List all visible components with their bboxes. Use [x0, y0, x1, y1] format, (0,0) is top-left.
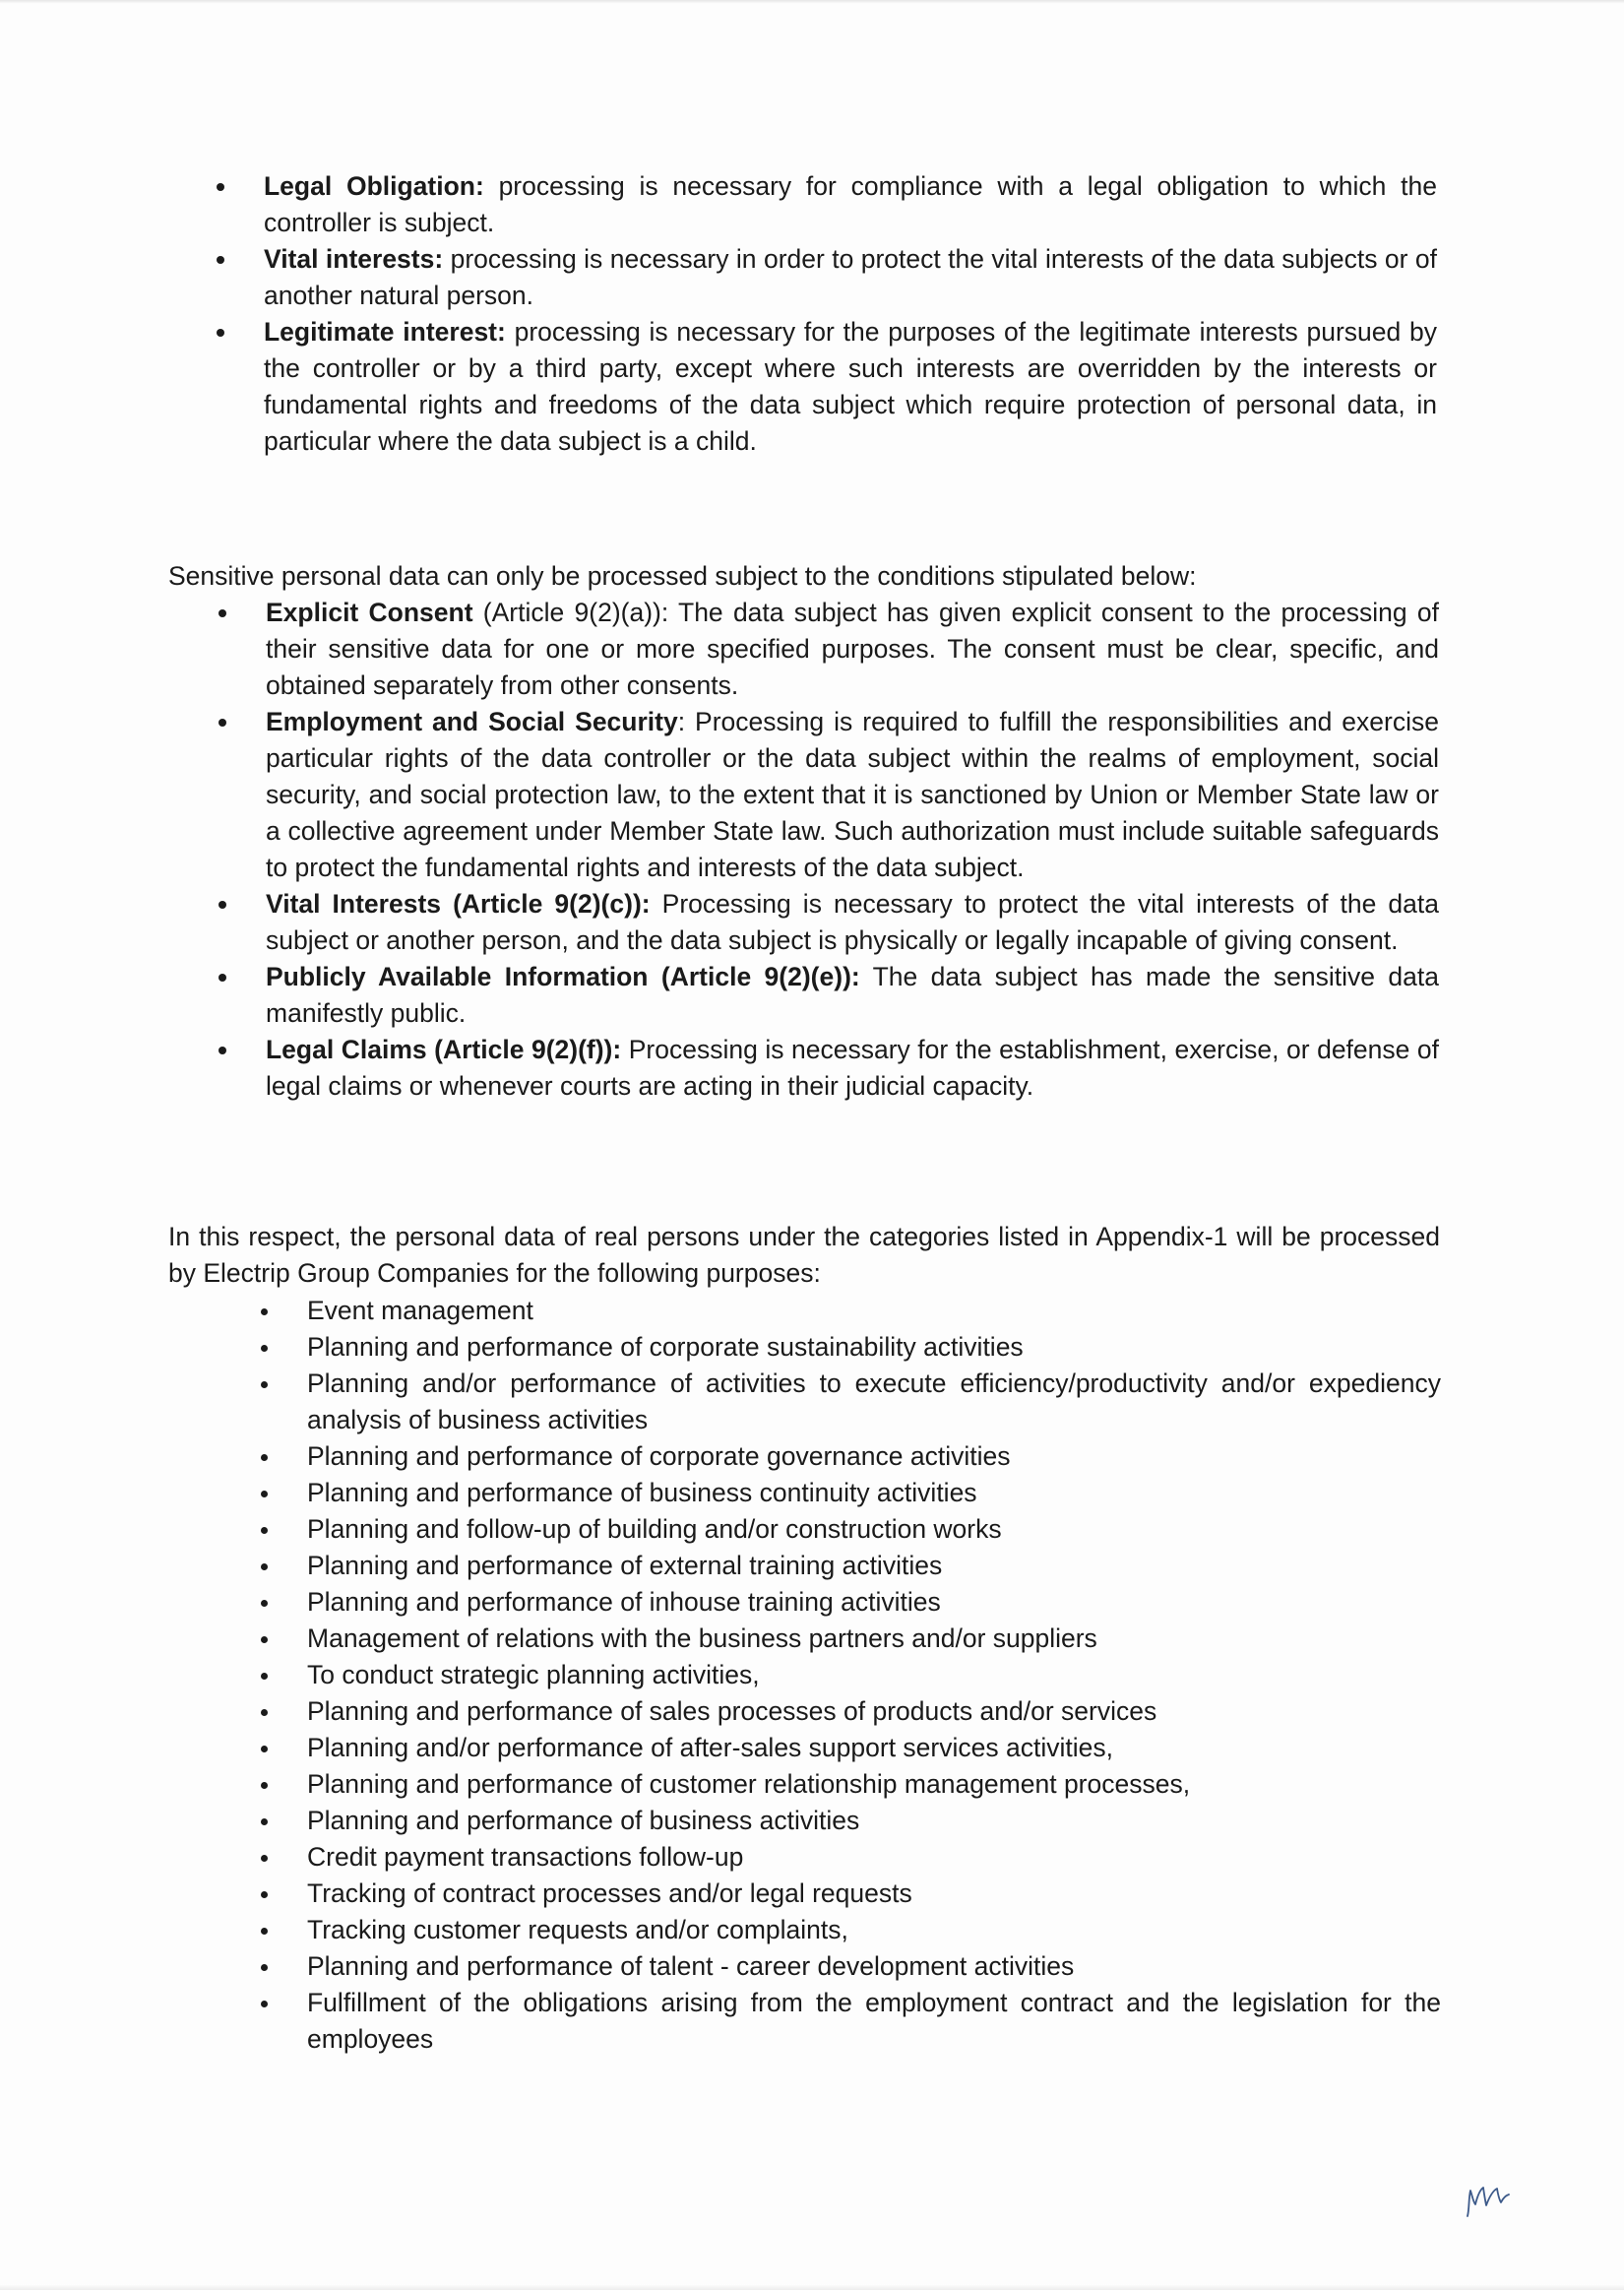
list-item: [307, 1912, 1441, 1948]
list-item: [266, 886, 1439, 959]
bullet-icon: [219, 901, 226, 909]
item-text: To conduct strategic planning activities,: [307, 1660, 760, 1689]
bullet-icon: [261, 1709, 268, 1716]
list-item: [307, 1948, 1441, 1985]
bullet-icon: [219, 1047, 226, 1054]
item-text: Planning and performance of business continuity activities: [307, 1478, 977, 1507]
bullet-icon: [261, 1345, 268, 1352]
list-item: [307, 1766, 1441, 1803]
item-term: Vital interests:: [264, 244, 444, 274]
item-text: Planning and performance of talent - career development activities: [307, 1951, 1075, 1981]
item-text: processing is necessary for the purposes of the legitimate interests pursued by the controller or by a third party, except where such interests are overridden by the interests or fundamental rights and freedoms of the data subject which require protection of personal data, in particular where the data subject is a child.: [264, 317, 1437, 456]
bullet-icon: [261, 1964, 268, 1971]
purposes-intro: In this respect, the personal data of real persons under the categories listed in Appendix-1 will be processed by Electrip Group Companies for the following purposes:: [168, 1222, 1440, 1288]
scan-bottom-edge: [0, 2284, 1624, 2290]
bullet-icon: [261, 1746, 268, 1752]
list-item: [307, 1366, 1441, 1438]
list-item: [307, 1621, 1441, 1657]
bullet-icon: [261, 1928, 268, 1935]
item-text: Planning and performance of external training activities: [307, 1551, 943, 1580]
item-text: Tracking of contract processes and/or legal requests: [307, 1878, 912, 1908]
item-text: Planning and follow-up of building and/or construction works: [307, 1514, 1002, 1544]
list-item: [307, 1985, 1441, 2058]
item-text: Processing is necessary to protect the vital interests of the data subject or another person, and the data subject is physically or legally incapable of giving consent.: [266, 889, 1439, 955]
bullet-icon: [217, 183, 224, 191]
list-item: [264, 241, 1437, 314]
signature-initials-icon: [1464, 2181, 1513, 2220]
item-text: Credit payment transactions follow-up: [307, 1842, 744, 1872]
bullet-icon: [261, 1308, 268, 1315]
bullet-icon: [261, 1381, 268, 1388]
scan-top-edge: [0, 0, 1624, 4]
lawful-bases-list: [264, 168, 1437, 460]
list-item: [266, 1032, 1439, 1105]
item-text: Planning and/or performance of activities to execute efficiency/productivity and/or expediency analysis of business activities: [307, 1368, 1441, 1434]
list-item: [264, 314, 1437, 460]
bullet-icon: [217, 256, 224, 264]
item-text: processing is necessary for compliance with a legal obligation to which the controller is subject.: [264, 171, 1437, 237]
list-item: [307, 1293, 1441, 1329]
item-term: Publicly Available Information (Article 9(2)(e)):: [266, 962, 860, 991]
bullet-icon: [219, 719, 226, 727]
list-item: [266, 959, 1439, 1032]
item-term: Explicit Consent: [266, 598, 473, 627]
list-item: [264, 168, 1437, 241]
list-item: [307, 1511, 1441, 1548]
item-text: Planning and/or performance of after-sales support services activities,: [307, 1733, 1113, 1762]
bullet-icon: [261, 1491, 268, 1497]
item-text: (Article 9(2)(a)): The data subject has given explicit consent to the processing of their sensitive data for one or more specified purposes. The consent must be clear, specific, and obtained separately from other consents.: [266, 598, 1439, 700]
item-text: Planning and performance of sales processes of products and/or services: [307, 1696, 1157, 1726]
bullet-icon: [219, 609, 226, 617]
list-item: [307, 1475, 1441, 1511]
list-item: [307, 1693, 1441, 1730]
bullet-icon: [219, 974, 226, 982]
item-term: Legal Claims (Article 9(2)(f)):: [266, 1035, 622, 1064]
item-text: Processing is necessary for the establishment, exercise, or defense of legal claims or whenever courts are acting in their judicial capacity.: [266, 1035, 1439, 1101]
item-text: Management of relations with the business partners and/or suppliers: [307, 1623, 1097, 1653]
item-text: The data subject has made the sensitive data manifestly public.: [266, 962, 1439, 1028]
list-item: [307, 1803, 1441, 1839]
item-text: Planning and performance of corporate sustainability activities: [307, 1332, 1024, 1362]
bullet-icon: [261, 1600, 268, 1607]
purposes-list: [307, 1293, 1441, 2058]
item-term: Employment and Social Security: [266, 707, 678, 736]
bullet-icon: [261, 1563, 268, 1570]
item-term: Vital Interests (Article 9(2)(c)):: [266, 889, 651, 919]
list-item: [266, 704, 1439, 886]
item-text: Planning and performance of business activities: [307, 1806, 860, 1835]
list-item: [307, 1876, 1441, 1912]
bullet-icon: [261, 1673, 268, 1680]
item-text: Fulfillment of the obligations arising from the employment contract and the legislation for the employees: [307, 1988, 1441, 2054]
list-item: [307, 1584, 1441, 1621]
bullet-icon: [261, 1527, 268, 1534]
item-text: Planning and performance of customer relationship management processes,: [307, 1769, 1191, 1799]
item-text: Tracking customer requests and/or complaints,: [307, 1915, 848, 1944]
list-item: [307, 1548, 1441, 1584]
sensitive-conditions-list: [266, 595, 1439, 1105]
item-text: : Processing is required to fulfill the responsibilities and exercise particular rights of the data controller or the data subject within the realms of employment, social security, and social protection law, to the extent that it is sanctioned by Union or Member State law or a collective agreement under Member State law. Such authorization must include suitable safeguards to protect the fundamental rights and interests of the data subject.: [266, 707, 1439, 882]
item-text: processing is necessary in order to protect the vital interests of the data subjects or of another natural person.: [264, 244, 1437, 310]
bullet-icon: [217, 329, 224, 337]
bullet-icon: [261, 1891, 268, 1898]
list-item: [307, 1730, 1441, 1766]
bullet-icon: [261, 1855, 268, 1862]
bullet-icon: [261, 1636, 268, 1643]
list-item: [266, 595, 1439, 704]
item-text: Event management: [307, 1296, 533, 1325]
item-term: Legal Obligation:: [264, 171, 484, 201]
sensitive-intro: Sensitive personal data can only be processed subject to the conditions stipulated below:: [168, 561, 1197, 591]
list-item: [307, 1657, 1441, 1693]
bullet-icon: [261, 1818, 268, 1825]
list-item: [307, 1329, 1441, 1366]
bullet-icon: [261, 1782, 268, 1789]
list-item: [307, 1839, 1441, 1876]
item-text: Planning and performance of corporate governance activities: [307, 1441, 1011, 1471]
list-item: [307, 1438, 1441, 1475]
bullet-icon: [261, 1454, 268, 1461]
item-text: Planning and performance of inhouse training activities: [307, 1587, 941, 1617]
item-term: Legitimate interest:: [264, 317, 506, 347]
bullet-icon: [261, 2001, 268, 2007]
